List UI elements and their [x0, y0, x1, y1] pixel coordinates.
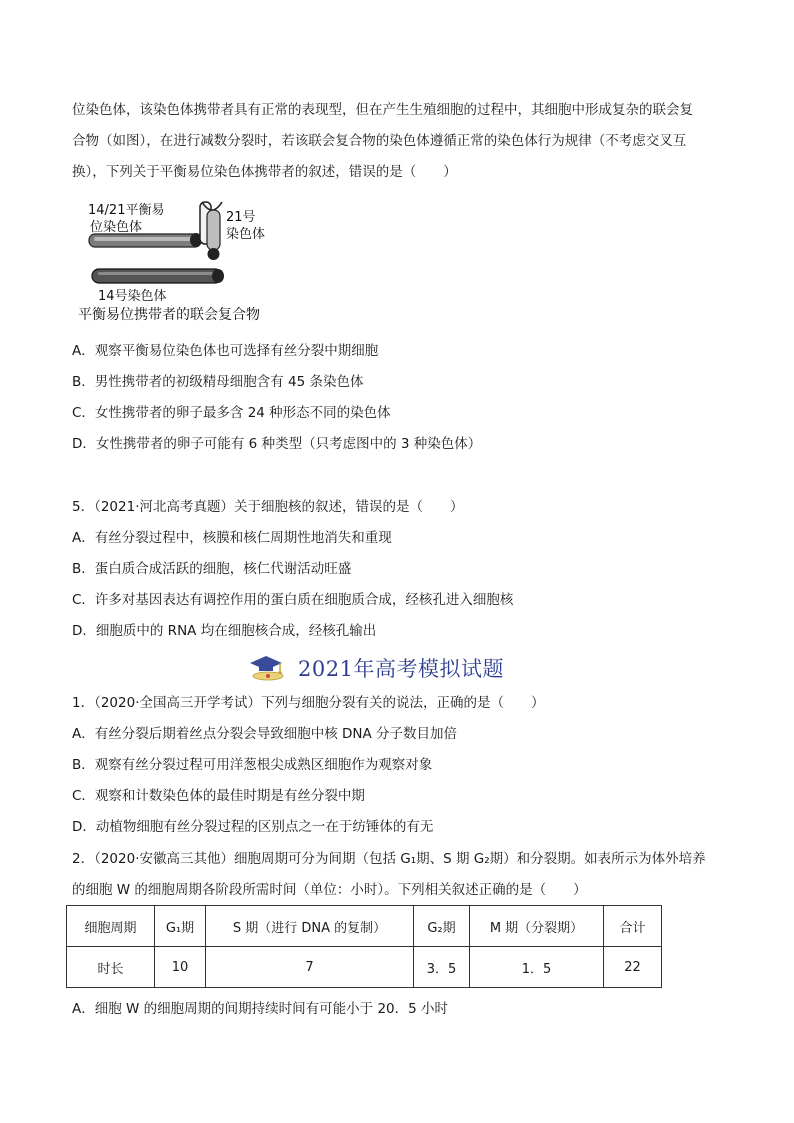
m2-stem-line-2: 的细胞 W 的细胞周期各阶段所需时间（单位：小时）。下列相关叙述正确的是（ ） — [72, 882, 587, 898]
m1-option-c: C．观察和计数染色体的最佳时期是有丝分裂中期 — [72, 788, 365, 804]
q5-option-a: A．有丝分裂过程中，核膜和核仁周期性地消失和重现 — [72, 530, 392, 546]
m1-option-a: A．有丝分裂后期着丝点分裂会导致细胞中核 DNA 分子数目加倍 — [72, 726, 458, 742]
table-header-cell: 合计 — [604, 906, 662, 947]
table-header-cell: S 期（进行 DNA 的复制） — [206, 906, 414, 947]
table-cell: 10 — [155, 947, 206, 988]
section-title: 2021年高考模拟试题 — [298, 657, 504, 681]
m2-option-a: A．细胞 W 的细胞周期的间期持续时间有可能小于 20．5 小时 — [72, 1001, 449, 1017]
cell-cycle-table — [66, 905, 662, 988]
q4-option-c: C．女性携带者的卵子最多含 24 种形态不同的染色体 — [72, 405, 391, 421]
table-cell: 22 — [604, 947, 662, 988]
m1-option-d: D．动植物细胞有丝分裂过程的区别点之一在于纺锤体的有无 — [72, 819, 434, 835]
table-cell: 3．5 — [414, 947, 470, 988]
label-chromosome-21-2: 染色体 — [226, 227, 266, 242]
table-cell: 7 — [206, 947, 414, 988]
table-cell: 时长 — [67, 947, 155, 988]
intro-line-3: 换），下列关于平衡易位染色体携带者的叙述，错误的是（ ） — [72, 164, 457, 180]
q4-option-b: B．男性携带者的初级精母细胞含有 45 条染色体 — [72, 374, 364, 390]
table-header-cell: M 期（分裂期） — [470, 906, 604, 947]
table-row — [67, 947, 662, 988]
m2-stem-line-1: 2．（2020·安徽高三其他）细胞周期可分为间期（包括 G₁期、S 期 G₂期）和分裂期。如表所示为体外培养 — [72, 851, 706, 867]
m1-option-b: B．观察有丝分裂过程可用洋葱根尖成熟区细胞作为观察对象 — [72, 757, 433, 773]
table-header-cell: 细胞周期 — [67, 906, 155, 947]
intro-line-2: 合物（如图），在进行减数分裂时，若该联会复合物的染色体遵循正常的染色体行为规律（不考虑交叉互 — [72, 133, 687, 149]
table-header-cell: G₂期 — [414, 906, 470, 947]
synapsis-complex-figure — [78, 196, 324, 332]
m1-stem: 1．（2020·全国高三开学考试）下列与细胞分裂有关的说法，正确的是（ ） — [72, 695, 545, 711]
table-cell: 1．5 — [470, 947, 604, 988]
q5-option-c: C．许多对基因表达有调控作用的蛋白质在细胞质合成，经核孔进入细胞核 — [72, 592, 514, 608]
q5-option-b: B．蛋白质合成活跃的细胞，核仁代谢活动旺盛 — [72, 561, 352, 577]
q4-option-a: A．观察平衡易位染色体也可选择有丝分裂中期细胞 — [72, 343, 379, 359]
label-chromosome-14: 14号染色体 — [98, 289, 167, 304]
graduation-cap-icon — [246, 651, 290, 683]
table-header-cell: G₁期 — [155, 906, 206, 947]
intro-line-1: 位染色体，该染色体携带者具有正常的表现型，但在产生生殖细胞的过程中，其细胞中形成复杂的联会复 — [72, 102, 693, 118]
q4-option-d: D．女性携带者的卵子可能有 6 种类型（只考虑图中的 3 种染色体） — [72, 436, 482, 452]
label-balanced-translocation-1: 14/21平衡易 — [88, 203, 165, 218]
label-balanced-translocation-2: 位染色体 — [90, 220, 143, 235]
q5-stem: 5．（2021·河北高考真题）关于细胞核的叙述，错误的是（ ） — [72, 499, 464, 515]
q5-option-d: D．细胞质中的 RNA 均在细胞核合成，经核孔输出 — [72, 623, 377, 639]
section-banner — [246, 651, 566, 685]
figure-caption: 平衡易位携带者的联会复合物 — [78, 307, 260, 323]
label-chromosome-21-1: 21号 — [226, 210, 256, 225]
table-header-row — [67, 906, 662, 947]
